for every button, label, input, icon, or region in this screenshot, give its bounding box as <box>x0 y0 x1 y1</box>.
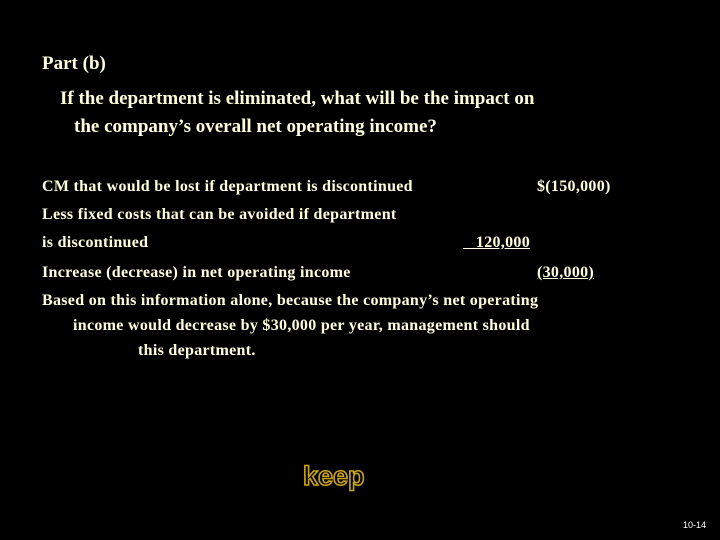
fixed-costs-value: 120,000 <box>463 234 530 251</box>
net-change-label: Increase (decrease) in net operating income <box>42 264 351 281</box>
slide-number: 10-14 <box>682 520 706 530</box>
conclusion-line-1: Based on this information alone, because the company’s net operating <box>42 292 539 309</box>
part-heading: Part (b) <box>42 53 106 74</box>
question-line-1: If the department is eliminated, what will be the impact on <box>60 88 535 109</box>
fixed-costs-label-line-1: Less fixed costs that can be avoided if department <box>42 206 397 223</box>
cm-lost-value: $(150,000) <box>537 178 611 195</box>
answer-word: keep <box>303 461 365 491</box>
fixed-costs-label-line-2: is discontinued <box>42 234 149 251</box>
net-change-value: (30,000) <box>537 264 595 281</box>
conclusion-line-3: this department. <box>138 342 256 359</box>
cm-lost-label: CM that would be lost if department is discontinued <box>42 178 413 195</box>
question-line-2: the company’s overall net operating income? <box>74 116 437 137</box>
conclusion-line-2: income would decrease by $30,000 per year, management should <box>73 317 530 334</box>
